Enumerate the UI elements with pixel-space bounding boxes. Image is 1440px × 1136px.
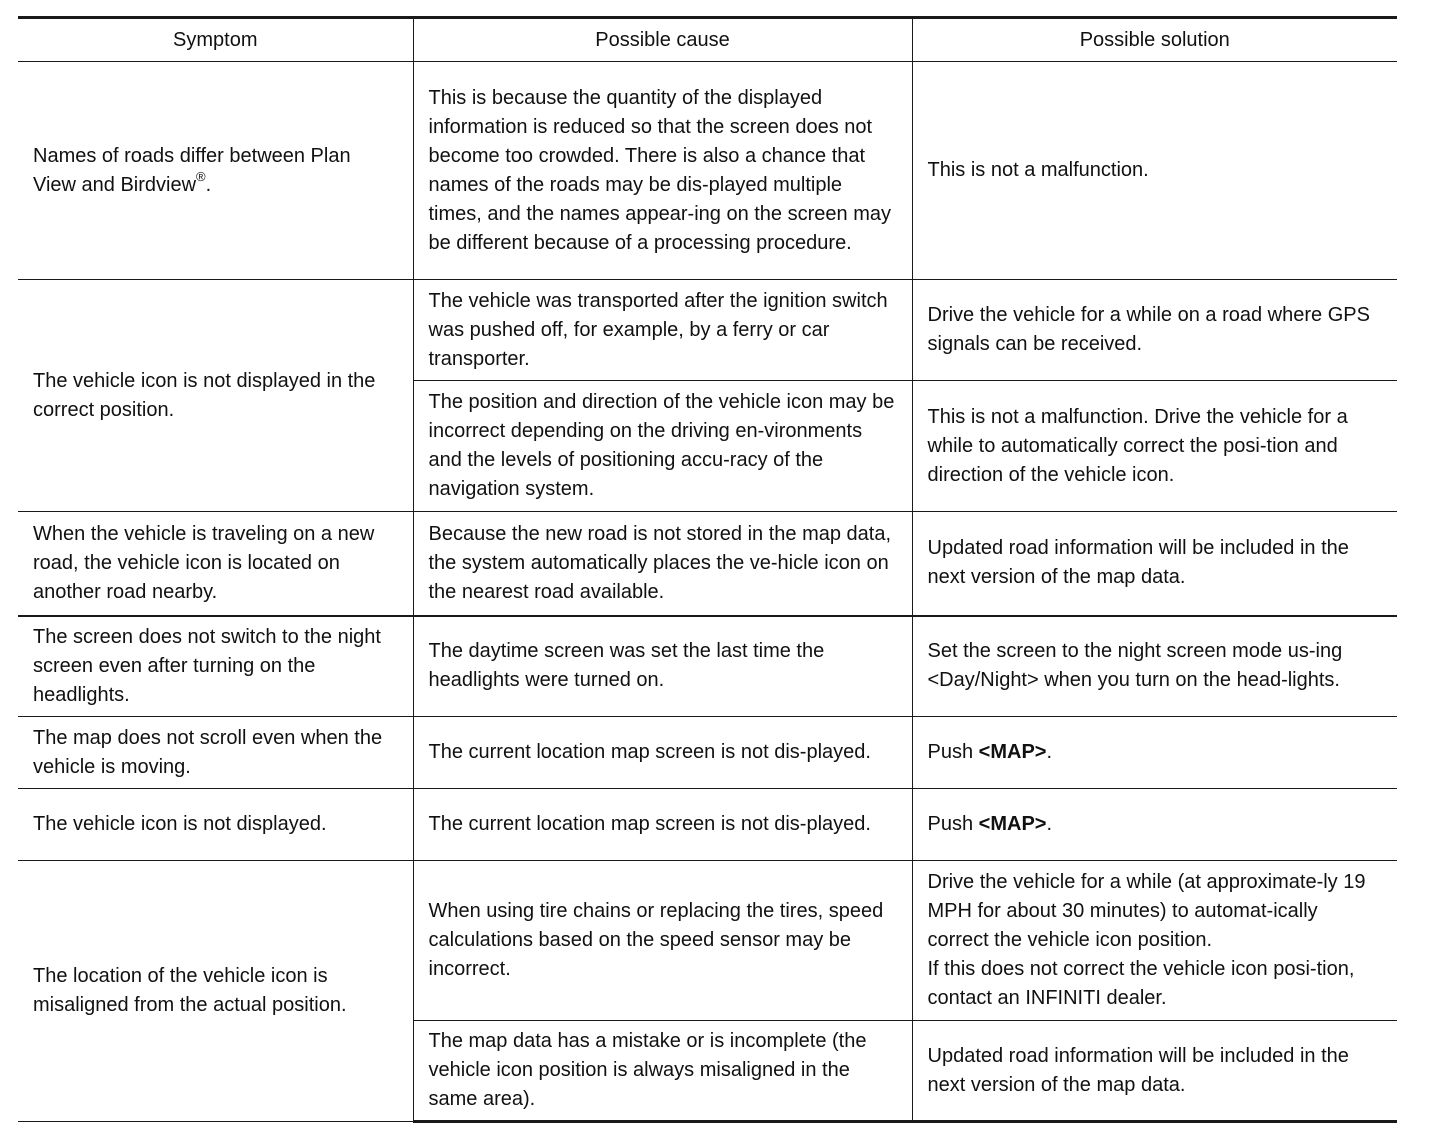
cause-cell: Because the new road is not stored in the map data, the system automatically places the ve-hicle icon on the nearest road available. bbox=[413, 512, 912, 616]
table-row bbox=[18, 512, 1397, 616]
cause-cell: The current location map screen is not dis-played. bbox=[413, 717, 912, 789]
solution-cell: Updated road information will be included in the next version of the map data. bbox=[912, 512, 1397, 616]
solution-cell: This is not a malfunction. Drive the vehicle for a while to automatically correct the posi-tion and direction of the vehicle icon. bbox=[912, 381, 1397, 512]
symptom-cell: The vehicle icon is not displayed in the correct position. bbox=[18, 280, 413, 512]
solution-text-end: . bbox=[1046, 813, 1053, 835]
solution-cell: Drive the vehicle for a while on a road where GPS signals can be received. bbox=[912, 280, 1397, 381]
table-row bbox=[18, 280, 1397, 381]
table-row bbox=[18, 861, 1397, 1021]
symptom-cell: The map does not scroll even when the vehicle is moving. bbox=[18, 717, 413, 789]
cause-cell: When using tire chains or replacing the tires, speed calculations based on the speed sensor may be incorrect. bbox=[413, 861, 912, 1021]
header-possible-solution: Possible solution bbox=[912, 18, 1397, 62]
cause-cell: The vehicle was transported after the ignition switch was pushed off, for example, by a ferry or car transporter. bbox=[413, 280, 912, 381]
registered-mark: ® bbox=[196, 168, 206, 184]
solution-cell: Drive the vehicle for a while (at approximate-ly 19 MPH for about 30 minutes) to automat-ically correct the vehicle icon position. If this does not correct the vehicle icon posi-tion, contact an INFINITI dealer. bbox=[912, 861, 1397, 1021]
symptom-cell bbox=[18, 62, 413, 280]
symptom-cell: The screen does not switch to the night screen even after turning on the headlights. bbox=[18, 616, 413, 717]
symptom-cell: When the vehicle is traveling on a new road, the vehicle icon is located on another road nearby. bbox=[18, 512, 413, 616]
cause-cell: This is because the quantity of the displayed information is reduced so that the screen does not become too crowded. There is also a chance that names of the roads may be dis-played multiple times, and the names appear-ing on the screen may be different because of a processing procedure. bbox=[413, 62, 912, 280]
table-row bbox=[18, 717, 1397, 789]
solution-text: Push bbox=[927, 741, 979, 763]
symptom-text: Names of roads differ between Plan View and Birdview bbox=[33, 144, 351, 196]
header-row bbox=[18, 18, 1397, 62]
cause-cell: The map data has a mistake or is incomplete (the vehicle icon position is always misaligned in the same area). bbox=[413, 1021, 912, 1122]
cause-cell: The position and direction of the vehicle icon may be incorrect depending on the driving en-vironments and the levels of positioning accu-racy of the navigation system. bbox=[413, 381, 912, 512]
solution-cell bbox=[912, 717, 1397, 789]
solution-cell bbox=[912, 789, 1397, 861]
header-possible-cause: Possible cause bbox=[413, 18, 912, 62]
solution-cell: Updated road information will be included in the next version of the map data. bbox=[912, 1021, 1397, 1122]
solution-cell: Set the screen to the night screen mode us-ing <Day/Night> when you turn on the head-lights. bbox=[912, 616, 1397, 717]
symptom-cell: The vehicle icon is not displayed. bbox=[18, 789, 413, 861]
header-symptom: Symptom bbox=[18, 18, 413, 62]
troubleshooting-table bbox=[18, 16, 1397, 1123]
table-row bbox=[18, 616, 1397, 717]
table-row bbox=[18, 62, 1397, 280]
solution-cell: This is not a malfunction. bbox=[912, 62, 1397, 280]
table-header bbox=[18, 18, 1397, 62]
table-row bbox=[18, 789, 1397, 861]
solution-text-end: . bbox=[1046, 741, 1053, 763]
symptom-cell: The location of the vehicle icon is misaligned from the actual position. bbox=[18, 861, 413, 1122]
map-key-label: <MAP> bbox=[978, 813, 1047, 835]
solution-text: Push bbox=[927, 813, 979, 835]
table-body bbox=[18, 62, 1397, 1122]
cause-cell: The current location map screen is not dis-played. bbox=[413, 789, 912, 861]
symptom-text-end: . bbox=[205, 173, 212, 196]
map-key-label: <MAP> bbox=[978, 741, 1047, 763]
cause-cell: The daytime screen was set the last time the headlights were turned on. bbox=[413, 616, 912, 717]
